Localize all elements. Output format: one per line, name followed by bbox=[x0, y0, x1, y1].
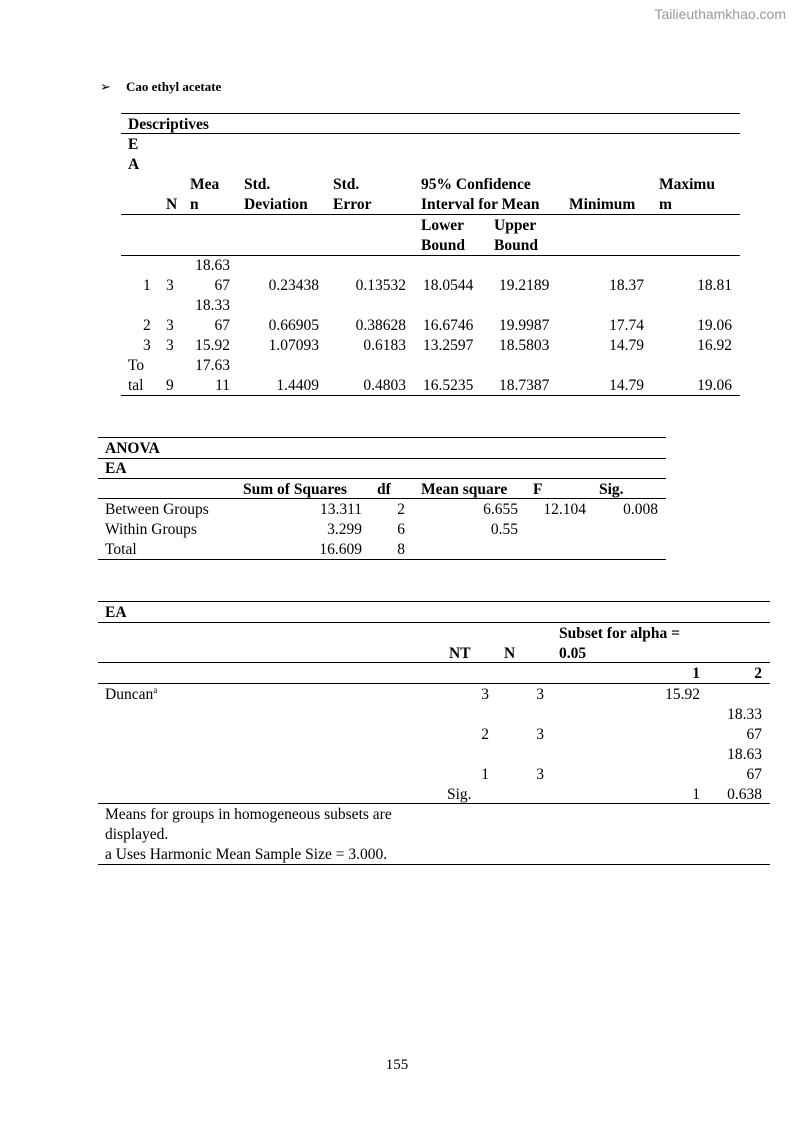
row1-lower: 18.0544 bbox=[423, 277, 474, 294]
anova-row-df: 6 bbox=[397, 521, 405, 538]
row1-std-err: 0.13532 bbox=[355, 277, 406, 294]
total-std-dev: 1.4409 bbox=[276, 377, 319, 394]
watermark-text: Tailieuthamkhao.com bbox=[654, 6, 786, 22]
total-max: 19.06 bbox=[697, 377, 732, 394]
header-lower-line2: Bound bbox=[421, 237, 465, 254]
row1-std-dev: 0.23438 bbox=[268, 277, 319, 294]
header-ci-line1: 95% Confidence bbox=[421, 176, 531, 193]
duncan-footnote: Means for groups in homogeneous subsets are bbox=[105, 806, 392, 823]
row2-upper: 19.9987 bbox=[499, 317, 550, 334]
row2-group: 2 bbox=[143, 317, 151, 334]
row1-n: 3 bbox=[166, 277, 174, 294]
anova-dep-var: EA bbox=[105, 460, 127, 477]
anova-row-df: 2 bbox=[397, 501, 405, 518]
anova-row-ss: 16.609 bbox=[319, 541, 362, 558]
row2-lower: 16.6746 bbox=[423, 317, 474, 334]
duncan-row-subset2-line2: 67 bbox=[746, 726, 762, 743]
row1-group: 1 bbox=[143, 277, 151, 294]
descriptives-title: Descriptives bbox=[128, 116, 209, 133]
dep-var-label-line2: A bbox=[128, 156, 140, 173]
row3-group: 3 bbox=[143, 337, 151, 354]
header-std-err-line1: Std. bbox=[333, 176, 360, 193]
row3-upper: 18.5803 bbox=[499, 337, 550, 354]
header-n: N bbox=[166, 196, 178, 213]
duncan-header-subset-2: 2 bbox=[754, 665, 762, 682]
anova-header-sig: Sig. bbox=[599, 481, 624, 498]
row2-std-dev: 0.66905 bbox=[268, 317, 319, 334]
duncan-header-subset-1: 1 bbox=[692, 665, 700, 682]
anova-row-ss: 13.311 bbox=[319, 501, 362, 518]
row3-min: 14.79 bbox=[609, 337, 644, 354]
anova-row-ms: 6.655 bbox=[483, 501, 518, 518]
total-label-line1: To bbox=[128, 357, 145, 374]
duncan-method-footnote-mark: a bbox=[153, 684, 158, 695]
duncan-sig-subset2: 0.638 bbox=[727, 786, 762, 803]
total-upper: 18.7387 bbox=[499, 377, 550, 394]
anova-row-sig: 0.008 bbox=[623, 501, 658, 518]
total-label-line2: tal bbox=[128, 377, 144, 394]
duncan-header-subset-line2: 0.05 bbox=[559, 645, 587, 662]
row3-lower: 13.2597 bbox=[423, 337, 474, 354]
header-mean-line1: Mea bbox=[190, 176, 220, 193]
row2-std-err: 0.38628 bbox=[355, 317, 406, 334]
anova-header-df: df bbox=[377, 481, 391, 498]
duncan-header-n: N bbox=[504, 645, 516, 662]
anova-row-label: Within Groups bbox=[105, 521, 197, 538]
anova-row-label: Between Groups bbox=[105, 501, 209, 518]
dep-var-label-line1: E bbox=[128, 136, 139, 153]
header-mean-line2: n bbox=[190, 196, 199, 213]
page-number: 155 bbox=[385, 1057, 409, 1073]
row3-std-err: 0.6183 bbox=[363, 337, 406, 354]
row3-std-dev: 1.07093 bbox=[268, 337, 319, 354]
duncan-method-name: Duncan bbox=[105, 686, 154, 703]
duncan-footnote: a Uses Harmonic Mean Sample Size = 3.000. bbox=[105, 846, 388, 863]
duncan-row-subset2-line2: 67 bbox=[746, 766, 762, 783]
row2-mean-line1: 18.33 bbox=[195, 297, 230, 314]
row2-mean-line2: 67 bbox=[214, 317, 230, 334]
total-n: 9 bbox=[166, 377, 174, 394]
row3-mean: 15.92 bbox=[195, 337, 230, 354]
row1-mean-line1: 18.63 bbox=[195, 257, 230, 274]
row1-min: 18.37 bbox=[609, 277, 644, 294]
row1-mean-line2: 67 bbox=[214, 277, 230, 294]
duncan-row-nt: 3 bbox=[481, 686, 489, 703]
duncan-header-nt: NT bbox=[449, 645, 471, 662]
duncan-row-nt: 1 bbox=[481, 766, 489, 783]
row3-max: 16.92 bbox=[697, 337, 732, 354]
anova-header-ms: Mean square bbox=[421, 481, 508, 498]
arrow-bullet-icon: ➢ bbox=[100, 79, 111, 94]
anova-row-f: 12.104 bbox=[543, 501, 586, 518]
header-ci-line2: Interval for Mean bbox=[421, 196, 540, 213]
header-minimum: Minimum bbox=[569, 196, 636, 213]
header-std-err-line2: Error bbox=[333, 196, 372, 213]
total-mean-line2: 11 bbox=[215, 377, 230, 394]
duncan-row-n: 3 bbox=[536, 766, 544, 783]
duncan-row-subset2-line1: 18.33 bbox=[727, 706, 762, 723]
row2-n: 3 bbox=[166, 317, 174, 334]
duncan-row-nt: 2 bbox=[481, 726, 489, 743]
duncan-sig-label: Sig. bbox=[447, 786, 472, 803]
anova-row-label: Total bbox=[105, 541, 137, 558]
row1-upper: 19.2189 bbox=[499, 277, 550, 294]
duncan-sig-subset1: 1 bbox=[692, 786, 700, 803]
duncan-method-label bbox=[105, 685, 157, 705]
anova-title: ANOVA bbox=[105, 440, 160, 457]
row2-max: 19.06 bbox=[697, 317, 732, 334]
duncan-row-n: 3 bbox=[536, 686, 544, 703]
duncan-row-subset1: 15.92 bbox=[665, 686, 700, 703]
duncan-footnote: displayed. bbox=[105, 826, 169, 843]
duncan-row-subset2-line1: 18.63 bbox=[727, 746, 762, 763]
total-lower: 16.5235 bbox=[423, 377, 474, 394]
total-std-err: 0.4803 bbox=[363, 377, 406, 394]
header-upper-line1: Upper bbox=[494, 217, 537, 234]
anova-header-f: F bbox=[533, 481, 543, 498]
header-std-dev-line1: Std. bbox=[244, 176, 271, 193]
anova-header-ss: Sum of Squares bbox=[243, 481, 347, 498]
section-heading bbox=[100, 79, 221, 95]
anova-row-ss: 3.299 bbox=[327, 521, 362, 538]
row1-max: 18.81 bbox=[697, 277, 732, 294]
anova-row-df: 8 bbox=[397, 541, 405, 558]
row2-min: 17.74 bbox=[609, 317, 644, 334]
row3-n: 3 bbox=[166, 337, 174, 354]
duncan-row-n: 3 bbox=[536, 726, 544, 743]
duncan-title: EA bbox=[105, 604, 127, 621]
header-std-dev-line2: Deviation bbox=[244, 196, 308, 213]
total-min: 14.79 bbox=[609, 377, 644, 394]
total-mean-line1: 17.63 bbox=[195, 357, 230, 374]
anova-row-ms: 0.55 bbox=[490, 521, 518, 538]
header-lower-line1: Lower bbox=[421, 217, 465, 234]
header-maximum-line1: Maximu bbox=[659, 176, 715, 193]
header-upper-line2: Bound bbox=[494, 237, 538, 254]
header-maximum-line2: m bbox=[659, 196, 672, 213]
section-title: Cao ethyl acetate bbox=[126, 79, 222, 94]
duncan-header-subset-line1: Subset for alpha = bbox=[559, 625, 680, 642]
